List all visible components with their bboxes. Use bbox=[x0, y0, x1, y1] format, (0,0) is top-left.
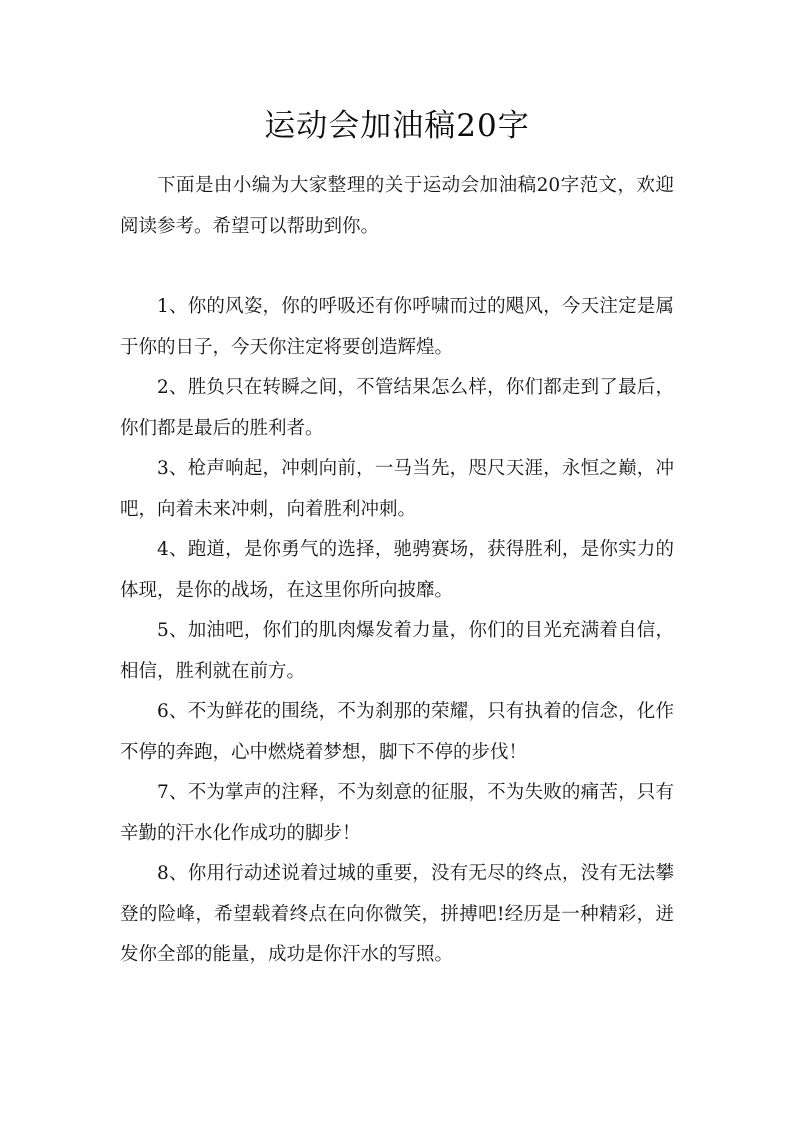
list-item-7: 7、不为掌声的注释，不为刻意的征服，不为失败的痛苦，只有辛勤的汗水化作成功的脚步！ bbox=[120, 782, 674, 844]
list-item-1: 1、你的风姿，你的呼吸还有你呼啸而过的飓风，今天注定是属于你的日子，今天你注定将要创造辉煌。 bbox=[120, 296, 674, 358]
document-body bbox=[120, 166, 674, 976]
list-item-6: 6、不为鲜花的围绕，不为刹那的荣耀，只有执着的信念，化作不停的奔跑，心中燃烧着梦想，脚下不停的步伐！ bbox=[120, 701, 674, 763]
list-item-5: 5、加油吧，你们的肌肉爆发着力量，你们的目光充满着自信，相信，胜利就在前方。 bbox=[120, 620, 674, 682]
list-item-3: 3、枪声响起，冲刺向前，一马当先，咫尺天涯，永恒之巅，冲吧，向着未来冲刺，向着胜利冲刺。 bbox=[120, 458, 674, 520]
document-title: 运动会加油稿20字 bbox=[264, 108, 530, 144]
intro-paragraph: 下面是由小编为大家整理的关于运动会加油稿20字范文，欢迎阅读参考。希望可以帮助到你。 bbox=[120, 175, 674, 237]
list-item-2: 2、胜负只在转瞬之间，不管结果怎么样，你们都走到了最后，你们都是最后的胜利者。 bbox=[120, 377, 674, 439]
list-item-4: 4、跑道，是你勇气的选择，驰骋赛场，获得胜利，是你实力的体现，是你的战场，在这里你所向披靡。 bbox=[120, 539, 674, 601]
list-item-8: 8、你用行动述说着过城的重要，没有无尽的终点，没有无法攀登的险峰，希望载着终点在向你微笑，拼搏吧!经历是一种精彩，迸发你全部的能量，成功是你汗水的写照。 bbox=[120, 863, 674, 965]
